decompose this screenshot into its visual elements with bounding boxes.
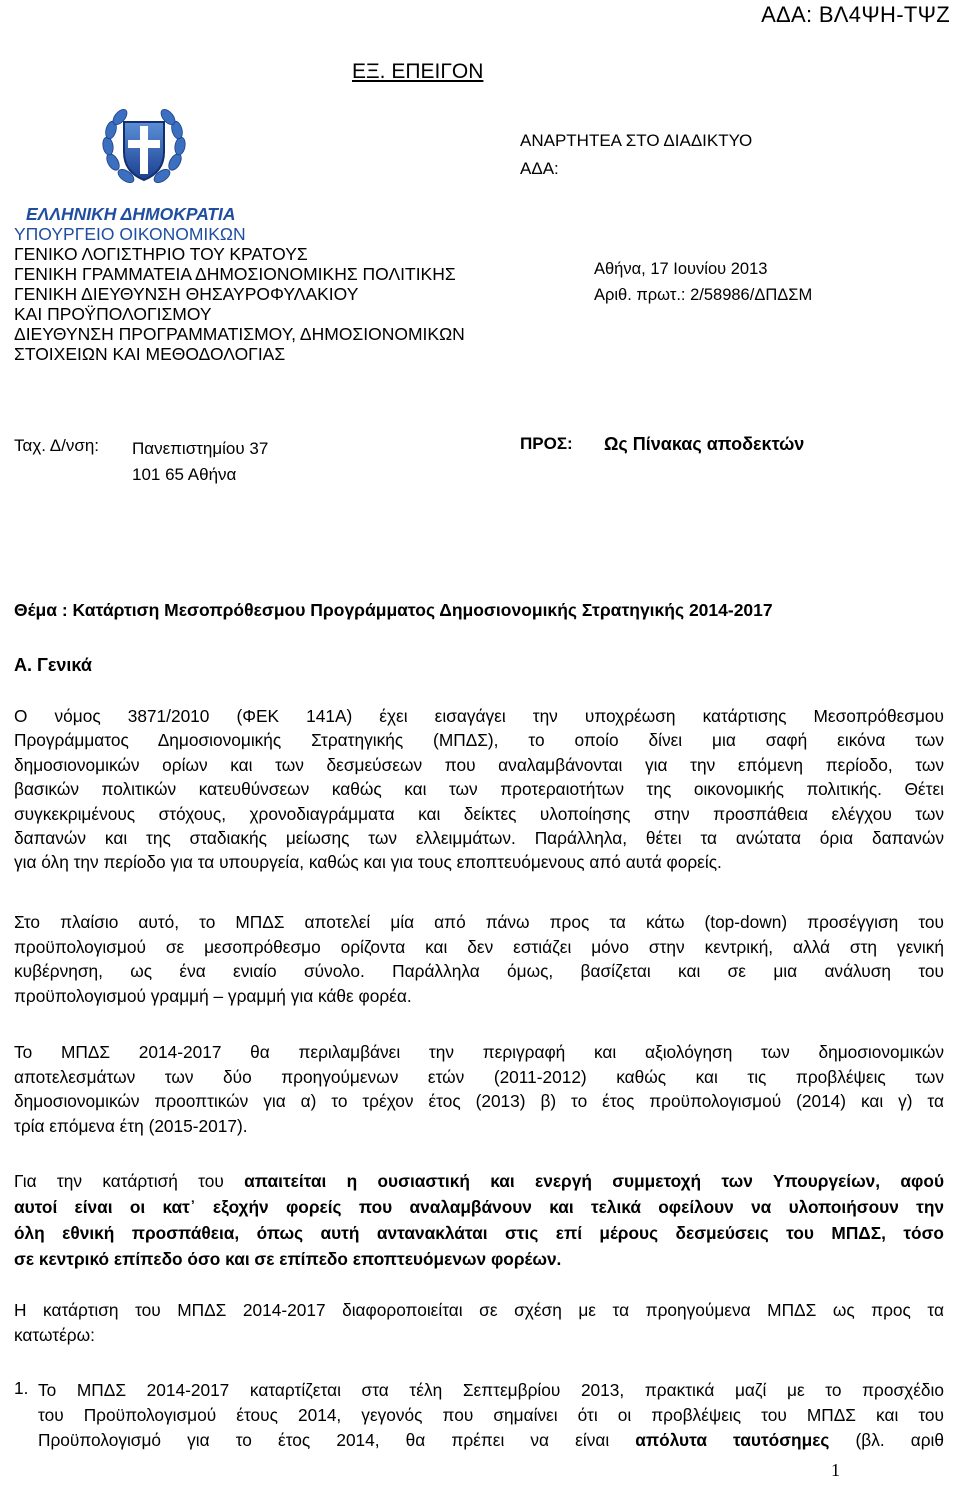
text-line [38, 1428, 944, 1453]
text-line: αυτοί είναι οι κατ᾽ εξοχήν φορείς που αναλαμβάνουν και τελικά οφείλουν να υλοποιήσουν την [14, 1197, 944, 1217]
republic-title: ΕΛΛΗΝΙΚΗ ΔΗΜΟΚΡΑΤΙΑ [26, 204, 236, 224]
subject-line: Θέμα : Κατάρτιση Μεσοπρόθεσμου Προγράμματος Δημοσιονομικής Στρατηγικής 2014-2017 [14, 600, 773, 620]
text-line: προϋπολογισμού γραμμή – γραμμή για κάθε φορέα. [14, 985, 412, 1006]
ministry-line: ΚΑΙ ΠΡΟΫΠΟΛΟΓΙΣΜΟΥ [14, 304, 212, 324]
page-number: 1 [831, 1460, 840, 1480]
text-line: Στο πλαίσιο αυτό, το ΜΠΔΣ αποτελεί μία από πάνω προς τα κάτω (top-down) προσέγγιση του [14, 912, 944, 932]
text-line: συγκεκριμένους στόχους, χρονοδιαγράμματα και δείκτες υλοποίησης στην προσπάθεια ελέγχου των [14, 803, 944, 824]
text-plain: (βλ. αριθ [829, 1430, 944, 1450]
recipient-label: ΠΡΟΣ: [520, 434, 573, 453]
ministry-line: ΓΕΝΙΚΗ ΔΙΕΥΘΥΝΣΗ ΘΗΣΑΥΡΟΦΥΛΑΚΙΟΥ [14, 284, 359, 304]
paragraph-5 [14, 1298, 944, 1348]
text-line: δημοσιονομικών ορίων και των δεσμεύσεων που αναλαμβάνονται για την επόμενη περίοδο, των [14, 754, 944, 775]
text-bold: απόλυτα ταυτόσημες [635, 1430, 830, 1450]
ministry-line: ΓΕΝΙΚΟ ΛΟΓΙΣΤΗΡΙΟ ΤΟΥ ΚΡΑΤΟΥΣ [14, 244, 308, 264]
text-line: Προγράμματος Δημοσιονομικής Στρατηγικής (ΜΠΔΣ), το οποίο δίνει μια σαφή εικόνα των [14, 730, 944, 751]
text-line: κυβέρνηση, ως ένα ενιαίο σύνολο. Παράλληλα όμως, βασίζεται και σε μια ανάλυση του [14, 961, 944, 982]
list-item-number: 1. [14, 1378, 29, 1398]
text-line: Το ΜΠΔΣ 2014-2017 καταρτίζεται στα τέλη Σεπτεμβρίου 2013, πρακτικά μαζί με το προσχέδιο [38, 1380, 944, 1400]
posting-label: ΑΝΑΡΤΗΤΕΑ ΣΤΟ ΔΙΑΔΙΚΤΥΟ [520, 131, 753, 150]
text-line: του Προϋπολογισμού έτους 2014, γεγονός που σημαίνει ότι οι προβλέψεις του ΜΠΔΣ και του [38, 1405, 944, 1425]
text-line: τρία επόμενα έτη (2015-2017). [14, 1115, 248, 1136]
text-line: προϋπολογισμού σε μεσοπρόθεσμο ορίζοντα και δεν εστιάζει μόνο στην κεντρική, αλλά στη γενική [14, 936, 944, 957]
ministry-line: ΣΤΟΙΧΕΙΩΝ ΚΑΙ ΜΕΘΟΔΟΛΟΓΙΑΣ [14, 344, 286, 364]
posting-notice [520, 127, 752, 183]
list-item [38, 1378, 944, 1453]
address-city: 101 65 Αθήνα [132, 465, 237, 484]
text-plain: Προϋπολογισμό για το έτος 2014, θα πρέπει να είναι [38, 1430, 636, 1450]
paragraph-3 [14, 1040, 944, 1138]
ministry-line: ΓΕΝΙΚΗ ΓΡΑΜΜΑΤΕΙΑ ΔΗΜΟΣΙΟΝΟΜΙΚΗΣ ΠΟΛΙΤΙΚΗΣ [14, 264, 456, 284]
text-line: κατωτέρω: [14, 1325, 95, 1345]
greek-coat-of-arms-emblem [96, 100, 192, 196]
text-bold: απαιτείται η ουσιαστική και ενεργή συμμετοχή των Υπουργείων, αφού [244, 1171, 944, 1191]
text-line: για όλη την περίοδο για τα υπουργεία, καθώς και για τους εποπτευόμενους από αυτά φορείς. [14, 852, 722, 873]
protocol-number: Αριθ. πρωτ.: 2/58986/ΔΠΔΣΜ [594, 286, 813, 304]
text-line: όλη εθνική προσπάθεια, όπως αυτή αντανακλάται στις επί μέρους δεσμεύσεις του ΜΠΔΣ, τόσο [14, 1223, 944, 1243]
urgency-label: ΕΞ. ΕΠΕΙΓΟΝ [352, 60, 484, 83]
text-line: δημοσιονομικών προοπτικών για α) το τρέχον έτος (2013) β) το έτος προϋπολογισμού (2014) και γ) τα [14, 1091, 944, 1112]
text-line [14, 1168, 944, 1194]
address-value [132, 436, 268, 488]
text-line: Ο νόμος 3871/2010 (ΦΕΚ 141Α) έχει εισαγάγει την υποχρέωση κατάρτισης Μεσοπρόθεσμου [14, 706, 944, 726]
ministry-line: ΔΙΕΥΘΥΝΣΗ ΠΡΟΓΡΑΜΜΑΤΙΣΜΟΥ, ΔΗΜΟΣΙΟΝΟΜΙΚΩΝ [14, 324, 465, 344]
text-line: Η κατάρτιση του ΜΠΔΣ 2014-2017 διαφοροποιείται σε σχέση με τα προηγούμενα ΜΠΔΣ ως προς τα [14, 1300, 944, 1320]
ada-label: ΑΔΑ: [520, 159, 559, 178]
document-date: Αθήνα, 17 Ιουνίου 2013 [594, 260, 768, 278]
paragraph-4 [14, 1168, 944, 1272]
recipient-value: Ως Πίνακας αποδεκτών [604, 434, 805, 454]
date-protocol-block [594, 256, 812, 308]
paragraph-1 [14, 704, 944, 875]
text-line: αποτελεσμάτων των δύο προηγούμενων ετών (2011-2012) καθώς και τις προβλέψεις των [14, 1066, 944, 1087]
ada-code: ΑΔΑ: ΒΛ4ΨΗ-ΤΨΖ [761, 2, 950, 27]
text-line: δαπανών και της σταδιακής μείωσης των ελλειμμάτων. Παράλληλα, θέτει τα ανώτατα όρια δαπανών [14, 828, 944, 849]
text-line: σε κεντρικό επίπεδο όσο και σε επίπεδο εποπτευόμενων φορέων. [14, 1249, 562, 1269]
section-title: Α. Γενικά [14, 655, 92, 675]
text-line: βασικών πολιτικών κατευθύνσεων καθώς και των προτεραιοτήτων της οικονομικής πολιτικής. Θέτει [14, 779, 944, 800]
text-plain: Για την κατάρτισή του [14, 1171, 245, 1191]
address-label: Ταχ. Δ/νση: [14, 436, 100, 455]
address-street: Πανεπιστημίου 37 [132, 439, 269, 458]
paragraph-2 [14, 910, 944, 1008]
text-line: Το ΜΠΔΣ 2014-2017 θα περιλαμβάνει την περιγραφή και αξιολόγηση των δημοσιονομικών [14, 1042, 944, 1062]
ministry-title: ΥΠΟΥΡΓΕΙΟ ΟΙΚΟΝΟΜΙΚΩΝ [14, 224, 246, 244]
ministry-block [14, 204, 465, 364]
